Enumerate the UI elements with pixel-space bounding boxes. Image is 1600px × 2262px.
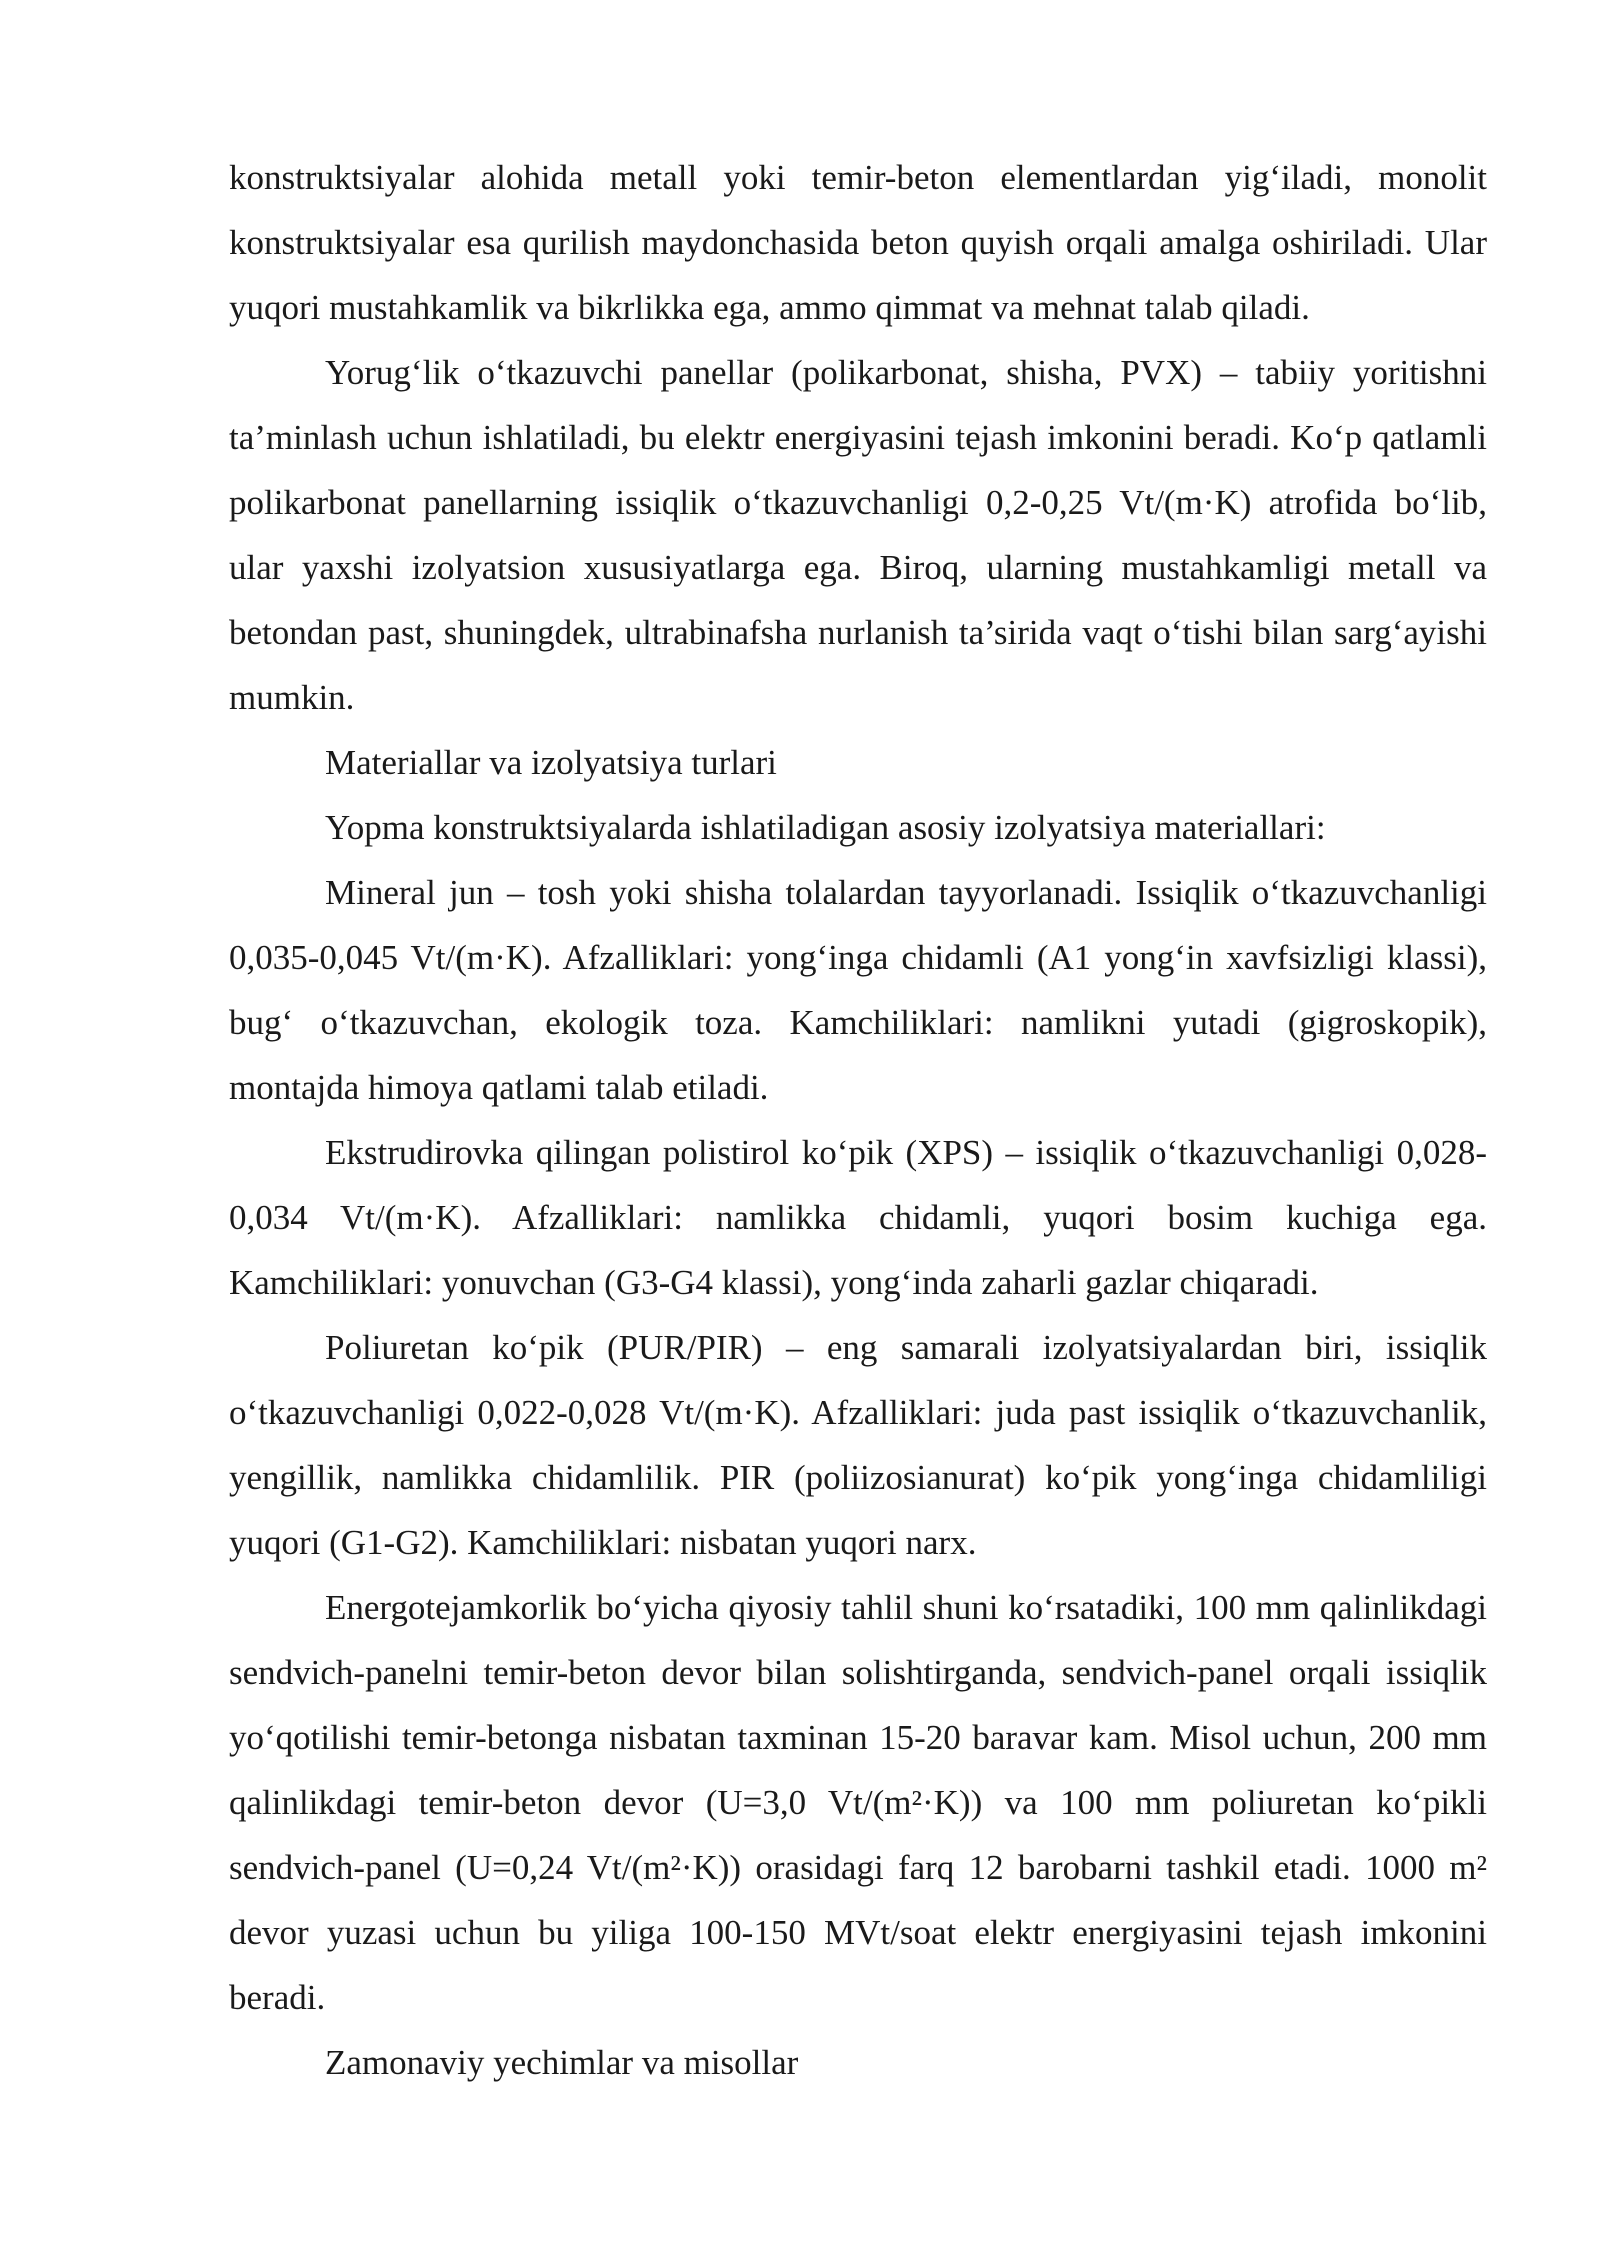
paragraph-insulation-intro: Yopma konstruktsiyalarda ishlatiladigan asosiy izolyatsiya materiallari: (325, 808, 1326, 847)
paragraph-xps: Ekstrudirovka qilingan polistirol ko‘pik (XPS) – issiqlik o‘tkazuvchanligi 0,028-0,034 Vt/(m·K). Afzalliklari: namlikka chidamli, yuqori bosim kuchiga ega. Kamchiliklari: yonuvchan (G3-G4 klassi), yong‘inda zaharli gazlar chiqaradi. (229, 1133, 1487, 1302)
paragraph-mineral-wool: Mineral jun – tosh yoki shisha tolalardan tayyorlanadi. Issiqlik o‘tkazuvchanligi 0,035-0,045 Vt/(m·K). Afzalliklari: yong‘inga chidamli (A1 yong‘in xavfsizligi klassi), bug‘ o‘tkazuvchan, ekologik toza. Kamchiliklari: namlikni yutadi (gigroskopik), montajda himoya qatlami talab etiladi. (229, 873, 1487, 1107)
paragraph-translucent-panels: Yorug‘lik o‘tkazuvchi panellar (polikarbonat, shisha, PVX) – tabiiy yoritishni ta’minlash uchun ishlatiladi, bu elektr energiyasini tejash imkonini beradi. Ko‘p qatlamli polikarbonat panellarning issiqlik o‘tkazuvchanligi 0,2-0,25 Vt/(m·K) atrofida bo‘lib, ular yaxshi izolyatsion xususiyatlarga ega. Biroq, ularning mustahkamligi metall va betondan past, shuningdek, ultrabinafsha nurlanish ta’sirida vaqt o‘tishi bilan sarg‘ayishi mumkin. (229, 353, 1487, 717)
paragraph-continuation: konstruktsiyalar alohida metall yoki temir-beton elementlardan yig‘iladi, monolit konstruktsiyalar esa qurilish maydonchasida beton quyish orqali amalga oshiriladi. Ular yuqori mustahkamlik va bikrlikka ega, ammo qimmat va mehnat talab qiladi. (229, 158, 1487, 327)
section-heading-modern-solutions: Zamonaviy yechimlar va misollar (325, 2043, 799, 2082)
section-heading-materials: Materiallar va izolyatsiya turlari (325, 743, 777, 782)
document-body (229, 145, 1487, 2095)
paragraph-polyurethane: Poliuretan ko‘pik (PUR/PIR) – eng samarali izolyatsiyalardan biri, issiqlik o‘tkazuvchanligi 0,022-0,028 Vt/(m·K). Afzalliklari: juda past issiqlik o‘tkazuvchanlik, yengillik, namlikka chidamlilik. PIR (poliizosianurat) ko‘pik yong‘inga chidamliligi yuqori (G1-G2). Kamchiliklari: nisbatan yuqori narx. (229, 1328, 1487, 1562)
paragraph-energy-comparison: Energotejamkorlik bo‘yicha qiyosiy tahlil shuni ko‘rsatadiki, 100 mm qalinlikdagi sendvich-panelni temir-beton devor bilan solishtirganda, sendvich-panel orqali issiqlik yo‘qotilishi temir-betonga nisbatan taxminan 15-20 baravar kam. Misol uchun, 200 mm qalinlikdagi temir-beton devor (U=3,0 Vt/(m²·K)) va 100 mm poliuretan ko‘pikli sendvich-panel (U=0,24 Vt/(m²·K)) orasidagi farq 12 barobarni tashkil etadi. 1000 m² devor yuzasi uchun bu yiliga 100-150 MVt/soat elektr energiyasini tejash imkonini beradi. (229, 1588, 1487, 2017)
